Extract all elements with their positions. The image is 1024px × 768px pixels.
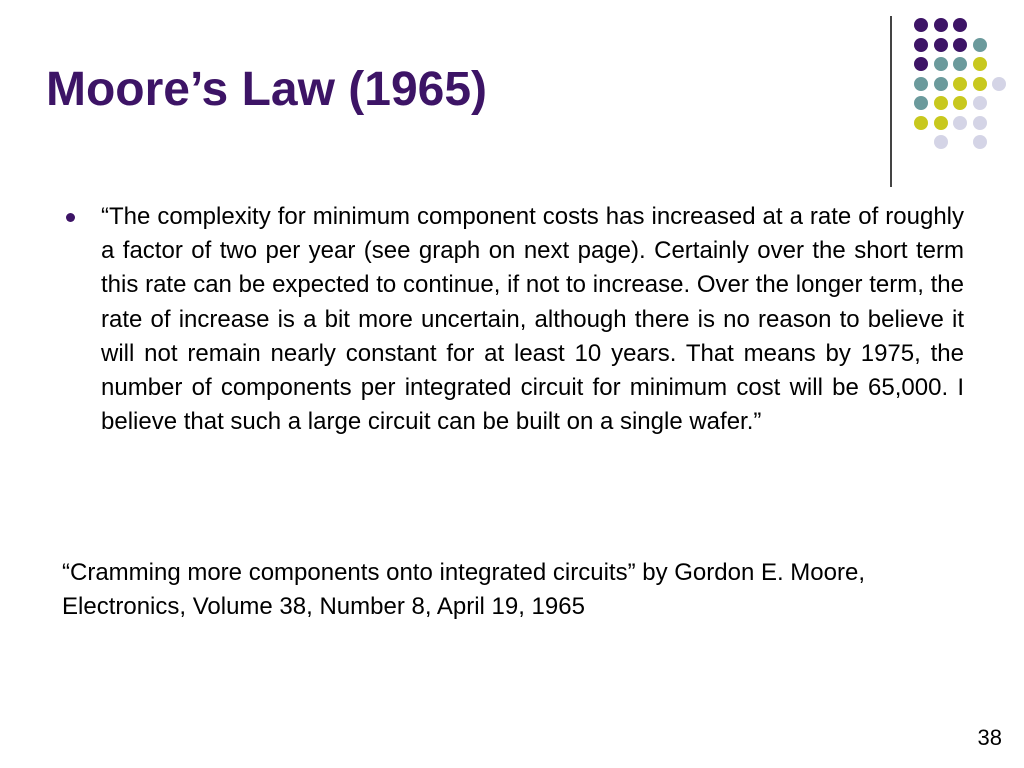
decorative-dot xyxy=(953,77,967,91)
decorative-dot xyxy=(953,116,967,130)
decorative-dot xyxy=(914,96,928,110)
slide-title: Moore’s Law (1965) xyxy=(46,63,488,116)
decorative-dot xyxy=(934,116,948,130)
decorative-dot xyxy=(953,38,967,52)
decorative-dot xyxy=(914,18,928,32)
decorative-dot xyxy=(914,57,928,71)
decorative-dot xyxy=(973,116,987,130)
decorative-dot xyxy=(973,38,987,52)
decorative-dot xyxy=(934,77,948,91)
decorative-dot xyxy=(914,116,928,130)
decorative-dot xyxy=(973,57,987,71)
bullet-dot-icon xyxy=(66,213,75,222)
decorative-dot xyxy=(953,18,967,32)
decorative-dot xyxy=(992,77,1006,91)
decorative-dot xyxy=(973,77,987,91)
decorative-divider-line xyxy=(890,16,892,187)
bullet-item xyxy=(60,200,964,439)
page-number: 38 xyxy=(977,725,1002,750)
decorative-dot xyxy=(934,135,948,149)
decorative-dot xyxy=(973,135,987,149)
citation: “Cramming more components onto integrated circuits” by Gordon E. Moore, Electronics, Volume 38, Number 8, April 19, 1965 xyxy=(62,559,866,620)
decorative-dot xyxy=(953,96,967,110)
decorative-dot xyxy=(934,18,948,32)
decorative-dot xyxy=(934,96,948,110)
decorative-dot xyxy=(914,38,928,52)
decorative-dot xyxy=(934,38,948,52)
quote-text: “The complexity for minimum component costs has increased at a rate of roughly a factor of two per year (see graph on next page). Certainly over the short term this rate can be expected to continue, if not to increase. Over the longer term, the rate of increase is a bit more uncertain, although there is no reason to believe it will not remain nearly constant for at least 10 years. That means by 1975, the number of components per integrated circuit for minimum cost will be 65,000. I believe that such a large circuit can be built on a single wafer.” xyxy=(101,203,964,436)
bullet-list xyxy=(60,200,964,439)
decorative-dot xyxy=(973,96,987,110)
decorative-dot xyxy=(953,57,967,71)
decorative-dot xyxy=(934,57,948,71)
decorative-dot-grid xyxy=(900,10,1010,170)
decorative-dot xyxy=(914,77,928,91)
